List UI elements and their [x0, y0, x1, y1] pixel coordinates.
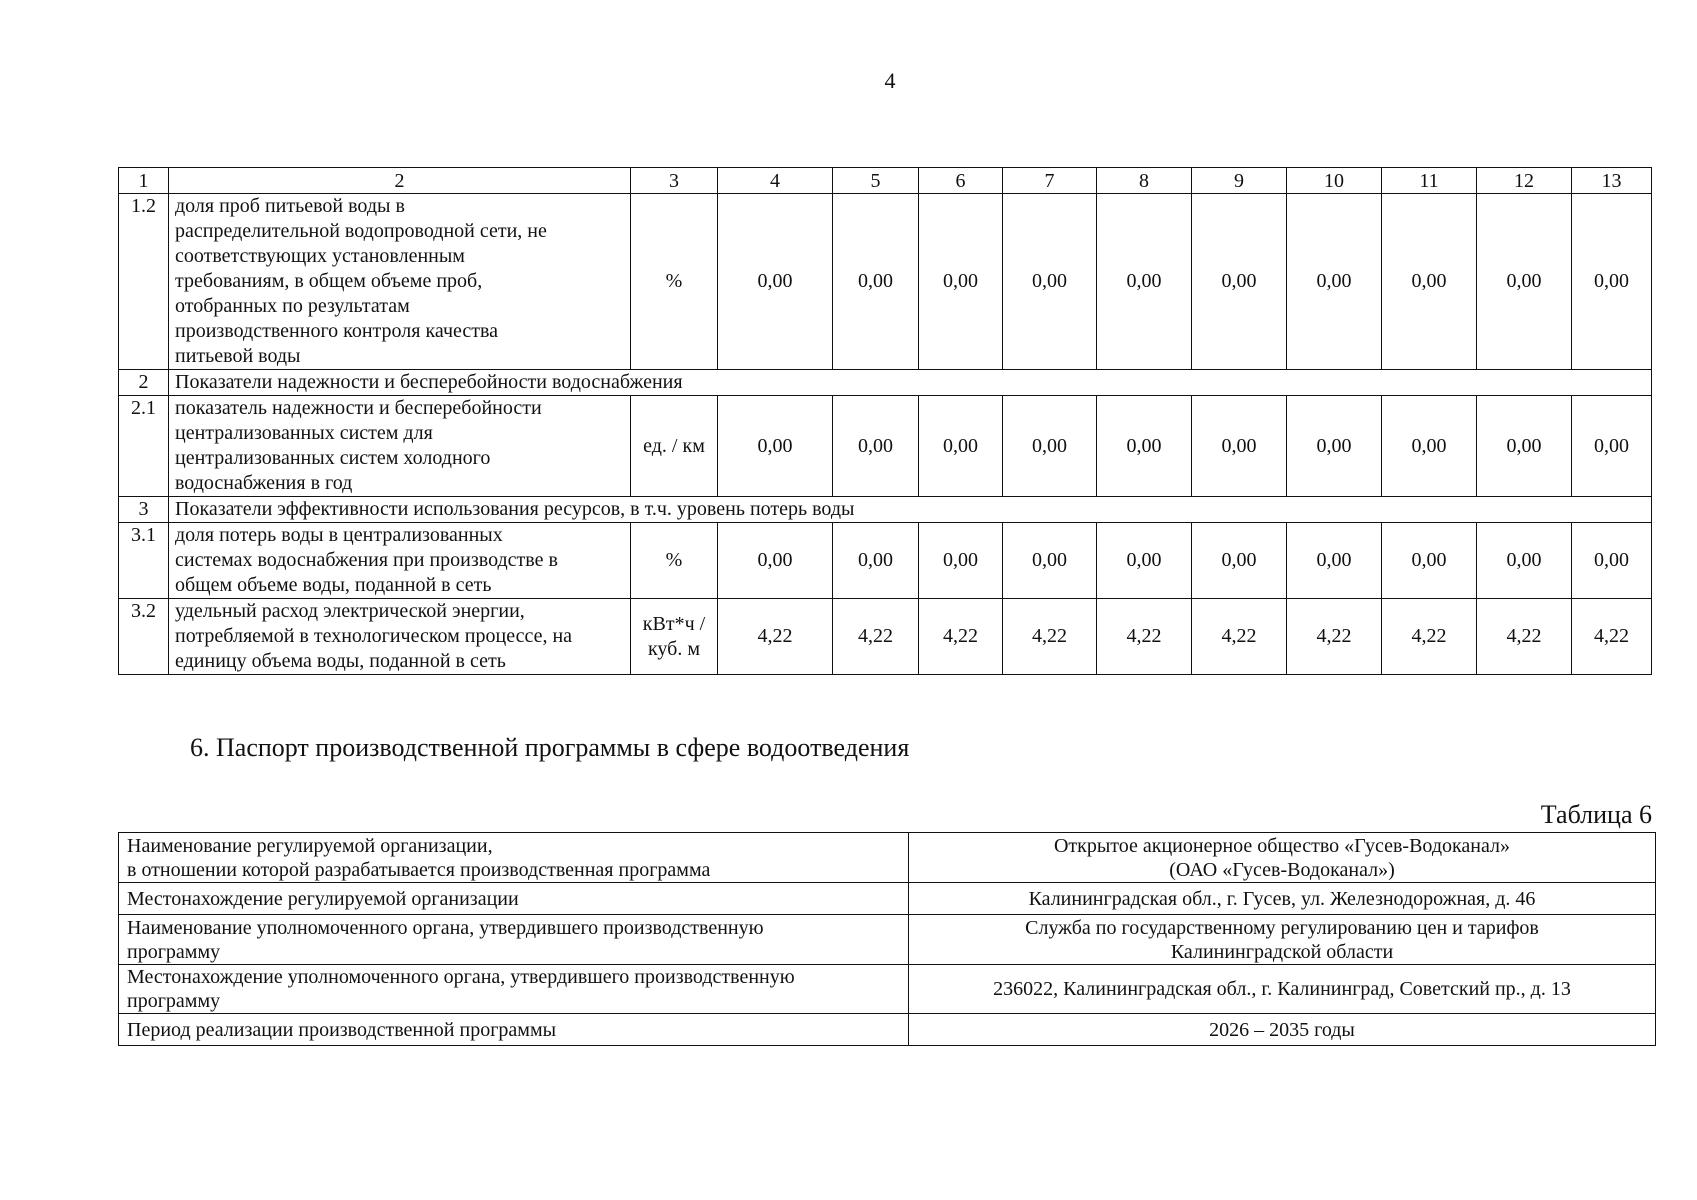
column-number: 11: [1382, 168, 1477, 194]
text-line: потребляемой в технологическом процессе, на: [175, 625, 573, 647]
text-line: водоснабжения в год: [175, 472, 353, 494]
text-line: отобранных по результатам: [175, 295, 410, 317]
passport-label: [119, 965, 909, 1014]
text-line: Наименование регулируемой организации,: [127, 834, 493, 857]
value-cell: 0,00: [1572, 194, 1652, 370]
table-row: [119, 396, 1652, 497]
indicator-name: [169, 396, 631, 497]
table-row: [119, 965, 1656, 1014]
text-line: удельный расход электрической энергии,: [175, 600, 525, 622]
value-cell: 4,22: [718, 599, 833, 675]
unit-cell: кВт*ч / куб. м: [631, 599, 718, 675]
value-cell: 0,00: [1382, 396, 1477, 497]
text-line: доля проб питьевой воды в: [175, 195, 405, 217]
page-number: 4: [884, 68, 896, 93]
passport-value: [909, 915, 1656, 965]
value-cell: 0,00: [1192, 396, 1287, 497]
value-cell: 4,22: [833, 599, 919, 675]
text-line: Калининградской области: [1170, 940, 1394, 963]
column-number: 13: [1572, 168, 1652, 194]
value-cell: 0,00: [1572, 396, 1652, 497]
text-line: в отношении которой разрабатывается производственная программа: [127, 858, 711, 881]
text-line: Местонахождение регулируемой организации: [127, 887, 519, 910]
column-number: 4: [718, 168, 833, 194]
section-row: [119, 370, 1652, 396]
passport-value: [909, 833, 1656, 883]
indicator-table: [118, 167, 1652, 675]
text-line: единицу объема воды, поданной в сеть: [175, 650, 506, 672]
value-cell: 0,00: [919, 523, 1003, 599]
text-line: Открытое акционерное общество «Гусев-Водоканал»: [1053, 834, 1511, 857]
row-number: 3.1: [119, 523, 169, 599]
text-line: системах водоснабжения при производстве в: [175, 549, 558, 571]
value-cell: 4,22: [1097, 599, 1192, 675]
row-number: 3.2: [119, 599, 169, 675]
passport-label: [119, 1014, 909, 1046]
column-number: 10: [1287, 168, 1382, 194]
section-title: Показатели надежности и бесперебойности водоснабжения: [169, 370, 1652, 396]
table-row: [119, 1014, 1656, 1046]
value-cell: 0,00: [1097, 396, 1192, 497]
text-line: доля потерь воды в централизованных: [175, 524, 503, 546]
passport-label: [119, 833, 909, 883]
text-line: Служба по государственному регулированию цен и тарифов: [1025, 916, 1539, 939]
column-number: 6: [919, 168, 1003, 194]
value-cell: 4,22: [1003, 599, 1097, 675]
value-cell: 0,00: [1003, 523, 1097, 599]
row-number: 1.2: [119, 194, 169, 370]
indicator-name: [169, 523, 631, 599]
section-heading: 6. Паспорт производственной программы в сфере водоотведения: [190, 733, 910, 762]
text-line: распределительной водопроводной сети, не: [175, 220, 547, 242]
value-cell: 4,22: [1382, 599, 1477, 675]
unit-cell: ед. / км: [631, 396, 718, 497]
value-cell: 0,00: [1003, 396, 1097, 497]
passport-value: [909, 965, 1656, 1014]
value-cell: 0,00: [1097, 194, 1192, 370]
value-cell: 0,00: [833, 396, 919, 497]
value-cell: 0,00: [1382, 194, 1477, 370]
text-line: программу: [127, 990, 221, 1012]
text-line: питьевой воды: [175, 345, 301, 367]
value-cell: 4,22: [1477, 599, 1572, 675]
value-cell: 0,00: [1477, 194, 1572, 370]
value-cell: 4,22: [1287, 599, 1382, 675]
value-cell: 0,00: [718, 396, 833, 497]
table-header-row: [119, 168, 1652, 194]
indicator-name: [169, 599, 631, 675]
table-row: [119, 523, 1652, 599]
text-line: 236022, Калининградская обл., г. Калининград, Советский пр., д. 13: [993, 978, 1571, 1000]
text-line: производственного контроля качества: [175, 320, 499, 342]
value-cell: 0,00: [1192, 194, 1287, 370]
text-line: соответствующих установленным: [175, 245, 465, 267]
table-row: [119, 833, 1656, 883]
column-number: 1: [119, 168, 169, 194]
unit-cell: %: [631, 194, 718, 370]
row-number: 2: [119, 370, 169, 396]
section-title: Показатели эффективности использования ресурсов, в т.ч. уровень потерь воды: [169, 497, 1652, 523]
value-cell: 0,00: [833, 523, 919, 599]
table-row: [119, 194, 1652, 370]
value-cell: 0,00: [1572, 523, 1652, 599]
value-cell: 0,00: [1382, 523, 1477, 599]
table-row: [119, 883, 1656, 915]
section-row: [119, 497, 1652, 523]
value-cell: 0,00: [1477, 396, 1572, 497]
value-cell: 0,00: [1097, 523, 1192, 599]
column-number: 7: [1003, 168, 1097, 194]
value-cell: 0,00: [833, 194, 919, 370]
value-cell: 0,00: [1287, 523, 1382, 599]
text-line: (ОАО «Гусев-Водоканал»): [1169, 858, 1395, 881]
table-caption: Таблица 6: [1540, 800, 1652, 829]
value-cell: 4,22: [919, 599, 1003, 675]
text-line: Калининградская обл., г. Гусев, ул. Железнодорожная, д. 46: [1028, 887, 1536, 910]
passport-value: [909, 1014, 1656, 1046]
value-cell: 0,00: [1287, 194, 1382, 370]
column-number: 8: [1097, 168, 1192, 194]
text-line: Период реализации производственной программы: [127, 1018, 557, 1041]
value-cell: 0,00: [919, 194, 1003, 370]
table-row: [119, 915, 1656, 965]
value-cell: 0,00: [919, 396, 1003, 497]
text-line: показатель надежности и бесперебойности: [175, 397, 542, 419]
value-cell: 4,22: [1572, 599, 1652, 675]
text-line: 2026 – 2035 годы: [1209, 1018, 1355, 1041]
row-number: 2.1: [119, 396, 169, 497]
text-line: централизованных систем для: [175, 422, 433, 444]
indicator-name: [169, 194, 631, 370]
value-cell: 0,00: [718, 194, 833, 370]
text-line: Местонахождение уполномоченного органа, утвердившего производственную: [127, 966, 795, 988]
column-number: 5: [833, 168, 919, 194]
text-line: централизованных систем холодного: [175, 447, 491, 469]
value-cell: 0,00: [1003, 194, 1097, 370]
column-number: 12: [1477, 168, 1572, 194]
passport-label: [119, 883, 909, 915]
passport-value: [909, 883, 1656, 915]
passport-table: [118, 832, 1656, 1046]
value-cell: 0,00: [1287, 396, 1382, 497]
column-number: 9: [1192, 168, 1287, 194]
text-line: программу: [127, 940, 221, 963]
text-line: требованиям, в общем объеме проб,: [175, 270, 483, 292]
row-number: 3: [119, 497, 169, 523]
passport-label: [119, 915, 909, 965]
column-number: 2: [169, 168, 631, 194]
value-cell: 0,00: [718, 523, 833, 599]
value-cell: 0,00: [1192, 523, 1287, 599]
unit-cell: %: [631, 523, 718, 599]
text-line: общем объеме воды, поданной в сеть: [175, 574, 492, 596]
value-cell: 4,22: [1192, 599, 1287, 675]
column-number: 3: [631, 168, 718, 194]
text-line: Наименование уполномоченного органа, утвердившего производственную: [127, 916, 764, 939]
value-cell: 0,00: [1477, 523, 1572, 599]
table-row: [119, 599, 1652, 675]
